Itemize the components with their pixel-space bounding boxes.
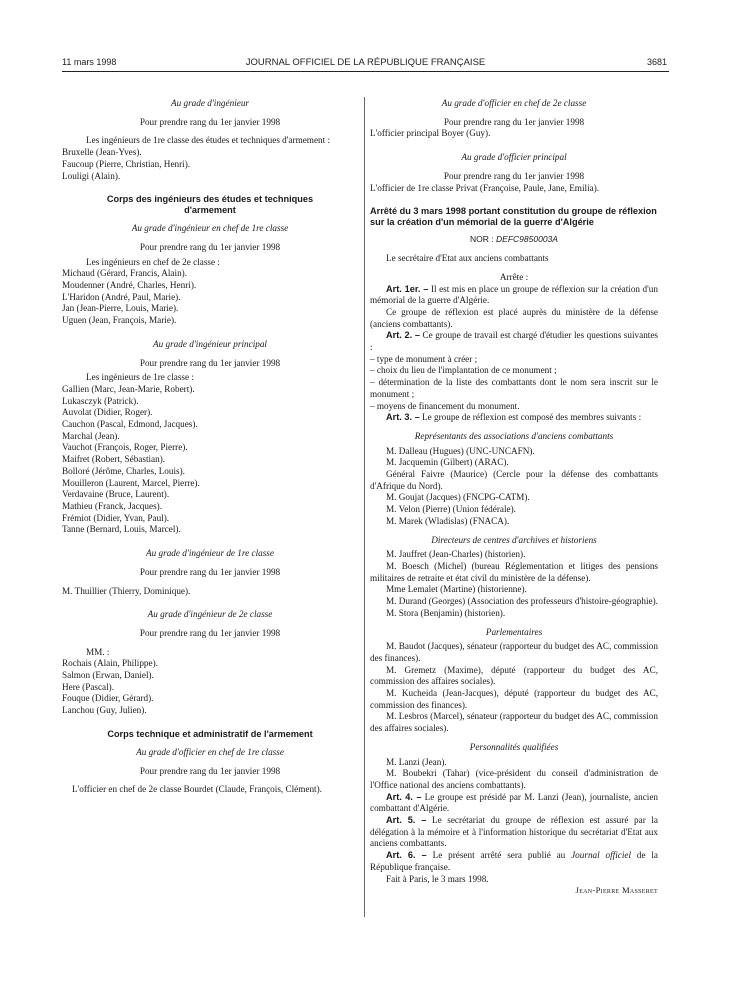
list-item: Here (Pascal). [62, 681, 115, 692]
article-text: Ce groupe de travail est chargé d'étudier les questions suivantes : [370, 330, 659, 353]
list-item: M. Velon (Pierre) (Union fédérale). [386, 504, 516, 515]
officer-text: L'officier de 1re classe Privat (Françoise, Paule, Jane, Emilia). [370, 182, 600, 193]
list-item: Auvolat (Didier, Roger). [62, 407, 153, 418]
list-item: M. Kucheida (Jean-Jacques), député (rapporteur du budget des AC, commission des finances). [370, 688, 658, 710]
article-label: Art. 2. – [386, 330, 421, 341]
fait-line: Fait à Paris, le 3 mars 1998. [386, 873, 489, 884]
section-heading: Au grade d'officier en chef de 2e classe [441, 98, 587, 108]
article-text: Le présent arrêté sera publié au [432, 850, 566, 861]
list-item: Lukasczyk (Patrick). [62, 395, 139, 406]
section-heading: Au grade d'ingénieur principal [153, 338, 267, 349]
subsection-heading: Représentants des associations d'anciens combattants [414, 430, 614, 441]
list-item: M. Gremetz (Maxime), député (rapporteur du budget des AC, commission des affaires sociales). [370, 664, 658, 687]
signature: Jean-Pierre Masseret [575, 885, 658, 896]
article-2 [370, 330, 658, 353]
list-item: Mouilleron (Laurent, Marcel, Pierre). [62, 477, 200, 488]
nor-code: DEFC9850003A [496, 234, 558, 245]
list-item: Moudenner (André, Charles, Henri). [62, 280, 197, 291]
section-heading: Au grade d'ingénieur de 1re classe [146, 548, 274, 559]
list-item: M. Durand (Georges) (Association des professeurs d'histoire-géographie). [386, 596, 658, 607]
article-text: Le secrétariat du groupe de réflexion est assuré par la délégation à la mémoire et à l'information historique du secrétariat d'Etat aux anciens combattants. [370, 815, 659, 849]
subsection-heading: Personnalités qualifiées [469, 741, 559, 752]
corps-heading: Corps des ingénieurs des études et techniques d'armement [106, 194, 314, 216]
article-label: Art. 4. – [386, 791, 422, 802]
list-item: Vauchot (François, Roger, Pierre). [62, 442, 188, 453]
list-item: M. Lesbros (Marcel), sénateur (rapporteur du budget des AC, commission des affaires sociales). [370, 711, 658, 734]
name-list [62, 147, 358, 182]
subsection-heading: Parlementaires [485, 626, 543, 637]
list-item: Rochais (Alain, Philippe). [62, 658, 158, 669]
name-list [62, 658, 358, 717]
list-item: Gallien (Marc, Jean-Marie, Robert). [62, 383, 195, 394]
article-label: Art. 6. – [386, 850, 427, 861]
header-date: 11 mars 1998 [62, 57, 117, 67]
list-item: Marchal (Jean). [62, 430, 120, 441]
name-list [62, 268, 358, 327]
list-item: Verdavaine (Bruce, Laurent). [62, 489, 170, 500]
article-text: Le groupe de réflexion est composé des membres suivants : [422, 412, 642, 423]
officer-text: L'officier en chef de 2e classe Bourdet (Claude, François, Clément). [72, 784, 322, 795]
article-6 [370, 850, 658, 873]
section-heading: Au grade d'officier en chef de 1re classe [136, 746, 284, 757]
list-item: Salmon (Erwan, Daniel). [62, 670, 154, 681]
list-item: Bruxelle (Jean-Yves). [62, 147, 142, 158]
list-item: M. Dalleau (Hugues) (UNC-UNCAFN). [386, 445, 535, 456]
rang-line: Pour prendre rang du 1er janvier 1998 [139, 357, 281, 368]
officer-text: L'officier principal Boyer (Guy). [370, 128, 491, 139]
rang-line: Pour prendre rang du 1er janvier 1998 [443, 170, 585, 181]
article-label: Art. 3. – [386, 412, 420, 423]
rang-line: Pour prendre rang du 1er janvier 1998 [443, 116, 585, 127]
list-item: Fouque (Didier, Gérard). [62, 693, 154, 704]
member-list [370, 757, 658, 792]
article-5 [370, 815, 658, 850]
list-item: Mme Lemalet (Martine) (historienne). [386, 584, 527, 595]
nor-reference [370, 234, 658, 246]
section-heading: Au grade d'ingénieur [170, 98, 249, 108]
rang-line: Pour prendre rang du 1er janvier 1998 [139, 627, 281, 638]
article-text: Le groupe est présidé par M. Lanzi (Jean), journaliste, ancien combattant d'Algérie. [370, 791, 659, 814]
member-list [370, 549, 658, 619]
list-item: Louligi (Alain). [62, 170, 121, 181]
article-4 [370, 792, 658, 815]
list-item: Faucoup (Pierre, Christian, Henri). [62, 158, 191, 169]
header-page-number: 3681 [646, 57, 667, 67]
section-heading: Au grade d'ingénieur de 2e classe [147, 609, 273, 620]
list-item: – type de monument à créer ; [370, 353, 478, 364]
article-2-list [370, 354, 658, 413]
list-item: M. Jauffret (Jean-Charles) (historien). [386, 549, 526, 560]
list-item: Uguen (Jean, François, Marie). [62, 315, 177, 326]
article-1 [370, 284, 658, 307]
list-item: L'Haridon (André, Paul, Marie). [62, 291, 181, 302]
secretaire-line: Le secrétaire d'Etat aux anciens combattants [386, 253, 549, 264]
list-item: Général Faivre (Maurice) (Cercle pour la défense des combattants d'Afrique du Nord). [370, 469, 658, 491]
article-label: Art. 1er. – [386, 283, 429, 294]
list-item: M. Stora (Benjamin) (historien). [386, 607, 506, 618]
nor-label: NOR : [470, 234, 494, 245]
list-item: Mathieu (Franck, Jacques). [62, 500, 163, 511]
article-label: Art. 5. – [386, 815, 427, 826]
list-item: Frémiot (Didier, Yvan, Paul). [62, 512, 170, 523]
list-item: M. Boubekri (Tahar) (vice-président du conseil d'administration de l'Office national des anciens combattants). [370, 768, 658, 790]
section-heading: Au grade d'ingénieur en chef de 1re classe [131, 223, 289, 234]
intro-text: Les ingénieurs de 1re classe : [86, 372, 194, 383]
list-item: M. Boesch (Michel) (bureau Réglementation et litiges des pensions militaires de retraite et état civil du ministère de la défense). [370, 560, 658, 583]
intro-text: Les ingénieurs en chef de 2e classe : [86, 256, 220, 267]
list-item: Bolloré (Jérôme, Charles, Louis). [62, 465, 185, 476]
list-item: M. Baudot (Jacques), sénateur (rapporteur du budget des AC, commission des finances). [370, 641, 658, 663]
list-item: M. Thuillier (Thierry, Dominique). [62, 585, 191, 596]
list-item: Michaud (Gérard, Francis, Alain). [62, 268, 188, 279]
rang-line: Pour prendre rang du 1er janvier 1998 [139, 116, 281, 127]
corps-heading: Corps technique et administratif de l'armement [107, 728, 313, 739]
article-3 [370, 412, 658, 424]
list-item: – moyens de financement du monument. [370, 400, 520, 411]
intro-text: Les ingénieurs de 1re classe des études et techniques d'armement : [86, 135, 331, 146]
list-item: – détermination de la liste des combattants dont le nom sera inscrit sur le monument ; [370, 377, 658, 399]
member-list [370, 641, 658, 735]
rang-line: Pour prendre rang du 1er janvier 1998 [139, 566, 281, 577]
list-item: – choix du lieu de l'implantation de ce monument ; [370, 365, 557, 376]
rang-line: Pour prendre rang du 1er janvier 1998 [139, 241, 281, 252]
journal-officiel-italic: Journal officiel [571, 850, 632, 861]
list-item: Jan (Jean-Pierre, Louis, Marie). [62, 303, 179, 314]
right-column [370, 98, 658, 897]
list-item: Maifret (Robert, Sébastian). [62, 454, 166, 465]
article-text: Il est mis en place un groupe de réflexion sur la création d'un mémorial de la guerre d'Algérie. [370, 283, 658, 306]
section-heading: Au grade d'officier principal [461, 152, 567, 163]
header-journal-title: JOURNAL OFFICIEL DE LA RÉPUBLIQUE FRANÇAISE [245, 57, 486, 68]
rang-line: Pour prendre rang du 1er janvier 1998 [139, 765, 281, 776]
name-list [62, 384, 358, 536]
list-item: Cauchon (Pascal, Edmond, Jacques). [62, 419, 198, 430]
header-rule [62, 71, 669, 72]
list-item: Lanchou (Guy, Julien). [62, 705, 147, 716]
mm-label: MM. : [86, 646, 110, 657]
article-1-para2: Ce groupe de réflexion est placé auprès du ministère de la défense (anciens combattants). [370, 306, 658, 329]
arrete-title: Arrêté du 3 mars 1998 portant constitution du groupe de réflexion sur la création d'un mémorial de la guerre d'Algérie [370, 206, 657, 227]
list-item: M. Jacquemin (Gilbert) (ARAC). [386, 457, 509, 468]
column-divider [364, 97, 365, 917]
list-item: M. Lanzi (Jean). [386, 756, 447, 767]
left-column [62, 98, 358, 796]
list-item: M. Goujat (Jacques) (FNCPG-CATM). [386, 492, 530, 503]
member-list [370, 446, 658, 528]
arrete-word: Arrête : [499, 271, 529, 282]
list-item: Tanne (Bernard, Louis, Marcel). [62, 524, 181, 535]
list-item: M. Marek (Wladislas) (FNACA). [386, 515, 510, 526]
subsection-heading: Directeurs de centres d'archives et historiens [431, 534, 597, 545]
article-text: de la République française. [370, 850, 658, 872]
